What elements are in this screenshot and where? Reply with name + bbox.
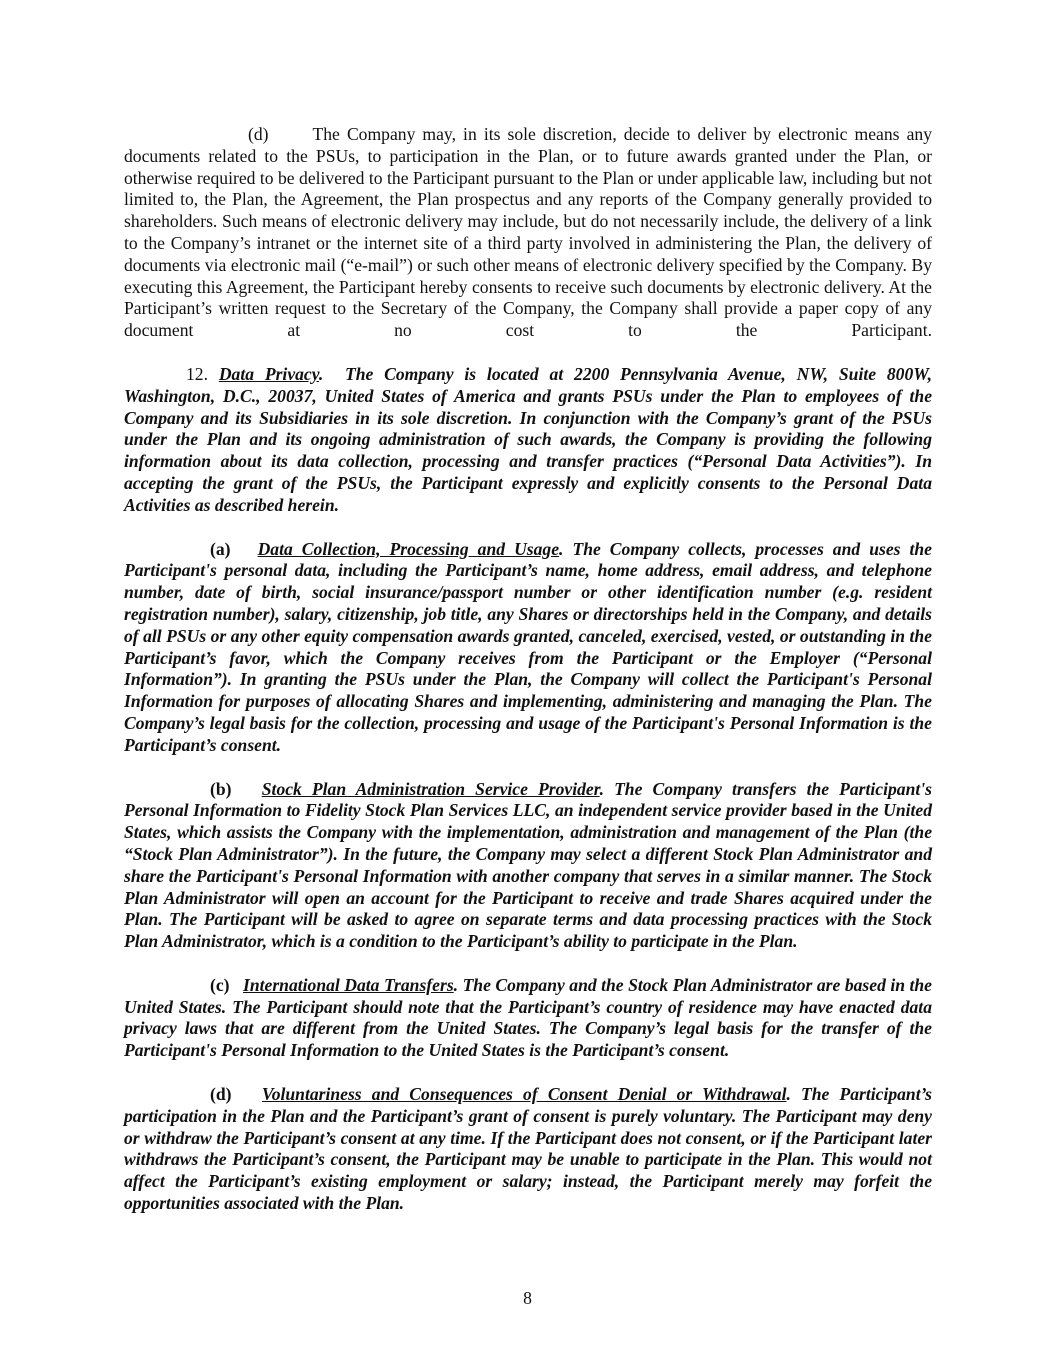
subsection-c-heading: International Data Transfers [242, 974, 454, 995]
subsection-b-text: The Company transfers the Participant's Personal Information to Fidelity Stock Plan Services LLC, an independent service provider based in the United States, which assists the Company with the implementation, administration and management of the Plan (the “Stock Plan Administrator”). In the future, the Company may select a different Stock Plan Administrator and share the Participant's Personal Information with another company that serves in a similar manner. The Stock Plan Administrator will open an account for the Participant to receive and trade Shares acquired under the Plan. The Participant will be asked to agree on separate terms and data processing practices with the Stock Plan Administrator, which is a condition to the Participant’s ability to participate in the Plan. [124, 778, 933, 952]
page-number: 8 [523, 1288, 532, 1308]
subsection-c-label: (c) [210, 974, 230, 995]
section-12-text: The Company is located at 2200 Pennsylvania Avenue, NW, Suite 800W, Washington, D.C., 20037, United States of America and grants PSUs under the Plan to employees of the Company and its Subsidiaries in its sole discretion. In conjunction with the Company’s grant of the PSUs under the Plan and its ongoing administration of such awards, the Company is providing the following information about its data collection, processing and transfer practices (“Personal Data Activities”). In accepting the grant of the PSUs, the Participant expressly and explicitly consents to the Personal Data Activities as described herein. [124, 363, 933, 515]
subsection-c-paragraph: (c) International Data Transfers. The Company and the Stock Plan Administrator are based in the United States. The Participant should note that the Participant’s country of residence may have enacted data privacy laws that are different from the United States. The Company’s legal basis for the transfer of the Participant's Personal Information to the United States is the Participant’s consent. [124, 974, 932, 1061]
subsection-b-paragraph: (b) Stock Plan Administration Service Provider. The Company transfers the Participant's Personal Information to Fidelity Stock Plan Services LLC, an independent service provider based in the United States, which assists the Company with the implementation, administration and management of the Plan (the “Stock Plan Administrator”). In the future, the Company may select a different Stock Plan Administrator and share the Participant's Personal Information with another company that serves in a similar manner. The Stock Plan Administrator will open an account for the Participant to receive and trade Shares acquired under the Plan. The Participant will be asked to agree on separate terms and data processing practices with the Stock Plan Administrator, which is a condition to the Participant’s ability to participate in the Plan. [124, 778, 933, 952]
subsection-a-label: (a) [210, 538, 231, 559]
document-page [124, 124, 932, 1237]
subsection-d-paragraph: (d) Voluntariness and Consequences of Consent Denial or Withdrawal. The Participant’s participation in the Plan and the Participant’s grant of consent is purely voluntary. The Participant may deny or withdraw the Participant’s consent at any time. If the Participant does not consent, or if the Participant later withdraws the Participant’s consent, the Participant may be unable to participate in the Plan. This would not affect the Participant’s existing employment or salary; instead, the Participant merely may forfeit the opportunities associated with the Plan. [124, 1084, 932, 1214]
subsection-a-heading: Data Collection, Processing and Usage [257, 538, 560, 559]
section-12-paragraph: 12. Data Privacy. The Company is located at 2200 Pennsylvania Avenue, NW, Suite 800W, Washington, D.C., 20037, United States of America and grants PSUs under the Plan to employees of the Company and its Subsidiaries in its sole discretion. In conjunction with the Company’s grant of the PSUs under the Plan and its ongoing administration of such awards, the Company is providing the following information about its data collection, processing and transfer practices (“Personal Data Activities”). In accepting the grant of the PSUs, the Participant expressly and explicitly consents to the Personal Data Activities as described herein. [124, 363, 933, 515]
subsection-a-paragraph: (a) Data Collection, Processing and Usage. The Company collects, processes and uses the Participant's personal data, including the Participant’s name, home address, email address, and telephone number, date of birth, social insurance/passport number or other identification number (e.g. resident registration number), salary, citizenship, job title, any Shares or directorships held in the Company, and details of all PSUs or any other equity compensation awards granted, canceled, exercised, vested, or outstanding in the Participant’s favor, which the Company receives from the Participant or the Employer (“Personal Information”). In granting the PSUs under the Plan, the Company will collect the Participant's Personal Information for purposes of allocating Shares and implementing, administering and managing the Plan. The Company’s legal basis for the collection, processing and usage of the Participant's Personal Information is the Participant’s consent. [124, 538, 932, 755]
subsection-d-text: The Participant’s participation in the Plan and the Participant’s grant of consent is purely voluntary. The Participant may deny or withdraw the Participant’s consent at any time. If the Participant does not consent, or if the Participant later withdraws the Participant’s consent, the Participant may be unable to participate in the Plan. This would not affect the Participant’s existing employment or salary; instead, the Participant merely may forfeit the opportunities associated with the Plan. [124, 1084, 932, 1214]
section-12-number: 12. [186, 363, 208, 384]
section-11d-paragraph [124, 124, 932, 342]
subsection-d-label: (d) [210, 1084, 232, 1105]
subsection-a-text: The Company collects, processes and uses the Participant's personal data, including the Participant’s name, home address, email address, and telephone number, date of birth, social insurance/passport number or other identification number (e.g. resident registration number), salary, citizenship, job title, any Shares or directorships held in the Company, and details of all PSUs or any other equity compensation awards granted, canceled, exercised, vested, or outstanding in the Participant’s favor, which the Company receives from the Participant or the Employer (“Personal Information”). In granting the PSUs under the Plan, the Company will collect the Participant's Personal Information for purposes of allocating Shares and implementing, administering and managing the Plan. The Company’s legal basis for the collection, processing and usage of the Participant's Personal Information is the Participant’s consent. [124, 538, 932, 755]
subsection-b-heading: Stock Plan Administration Service Provider [261, 778, 600, 799]
subsection-b-label: (b) [210, 778, 232, 799]
subsection-d-heading: Voluntariness and Consequences of Consent Denial or Withdrawal [261, 1084, 787, 1105]
subsection-c-text: The Company and the Stock Plan Administrator are based in the United States. The Participant should note that the Participant’s country of residence may have enacted data privacy laws that are different from the United States. The Company’s legal basis for the transfer of the Participant's Personal Information to the United States is the Participant’s consent. [124, 974, 932, 1061]
section-12-heading: Data Privacy [218, 363, 319, 384]
section-11d-label: (d) [248, 124, 269, 144]
section-11d-text: The Company may, in its sole discretion, decide to deliver by electronic means any documents related to the PSUs, to participation in the Plan, or to future awards granted under the Plan, or otherwise required to be delivered to the Participant pursuant to the Plan or under applicable law, including but not limited to, the Plan, the Agreement, the Plan prospectus and any reports of the Company generally provided to shareholders. Such means of electronic delivery may include, but do not necessarily include, the delivery of a link to the Company’s intranet or the internet site of a third party involved in administering the Plan, the delivery of documents via electronic mail (“e-mail”) or such other means of electronic delivery specified by the Company. By executing this Agreement, the Participant hereby consents to receive such documents by electronic delivery. At the Participant’s written request to the Secretary of the Company, the Company shall provide a paper copy of any document at no cost to the Participant. [124, 124, 932, 341]
